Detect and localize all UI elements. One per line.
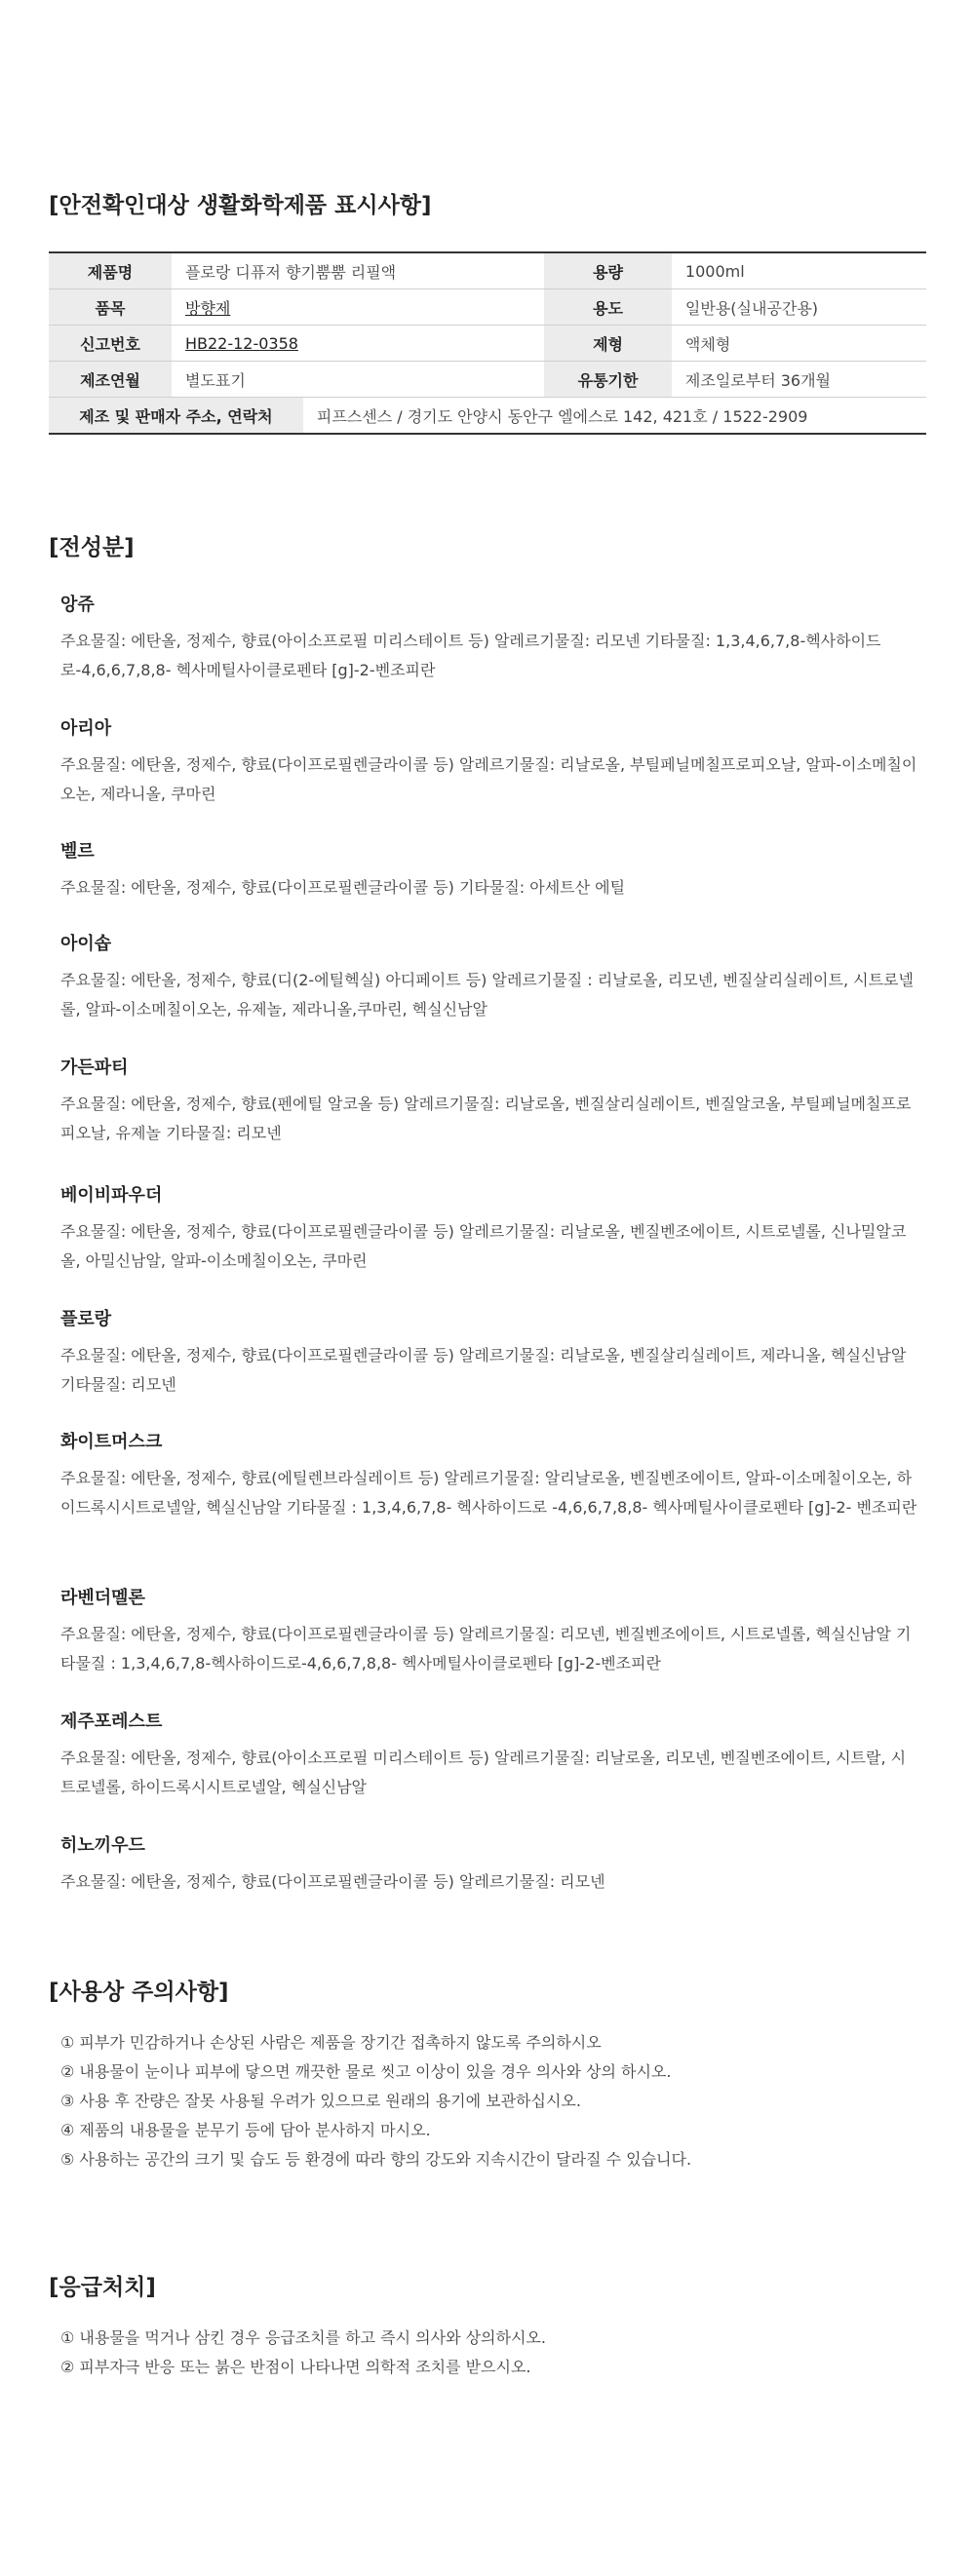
ingredient-name: 베이비파우더: [60, 1185, 163, 1206]
first-aid-title: [응급처치]: [49, 2275, 156, 2300]
ingredient-item: [60, 1587, 918, 1678]
ingredient-item: [60, 1057, 918, 1148]
caution-item: ⑤ 사용하는 공간의 크기 및 습도 등 환경에 따라 향의 강도와 지속시간이 달라질 수 있습니다.: [60, 2150, 692, 2169]
ingredients-title: [전성분]: [49, 535, 135, 560]
spec-value: 제조일로부터 36개월: [684, 370, 832, 390]
spec-label: 신고번호: [49, 326, 172, 361]
ingredient-name: 아이솝: [60, 934, 112, 954]
spec-label: 품목: [49, 289, 172, 325]
spec-label: 제형: [544, 326, 672, 361]
cautions-list: [60, 2028, 918, 2174]
contact-label: 제조 및 판매자 주소, 연락처: [49, 398, 303, 433]
spec-label: 용도: [544, 289, 672, 325]
ingredient-text: 주요물질: 에탄올, 정제수, 향료(다이프로필렌글라이콜 등) 알레르기물질: 리날로올, 벤질살리실레이트, 제라니올, 헥실신남알 기타물질: 리모넨: [60, 1346, 907, 1394]
ingredient-item: [60, 840, 918, 903]
caution-item: ② 내용물이 눈이나 피부에 닿으면 깨끗한 물로 씻고 이상이 있을 경우 의사와 상의 하시오.: [60, 2062, 672, 2081]
ingredient-item: [60, 1431, 918, 1522]
ingredient-text: 주요물질: 에탄올, 정제수, 향료(아이소프로필 미리스테이트 등) 알레르기물질: 리날로올, 리모넨, 벤질벤조에이트, 시트랄, 시트로넬롤, 하이드록시시트로넬알, 헥실신남알: [60, 1749, 907, 1796]
caution-item: ① 피부가 민감하거나 손상된 사람은 제품을 장기간 접촉하지 않도록 주의하시오: [60, 2033, 602, 2052]
spec-value: 1000ml: [684, 261, 745, 281]
spec-value: 별도표기: [184, 370, 246, 390]
ingredient-text: 주요물질: 에탄올, 정제수, 향료(펜에틸 알코올 등) 알레르기물질: 리날로올, 벤질살리실레이트, 벤질알코올, 부틸페닐메칠프로피오날, 유제놀 기타물질: 리모넨: [60, 1095, 912, 1142]
ingredient-item: [60, 717, 918, 809]
ingredient-text: 주요물질: 에탄올, 정제수, 향료(다이프로필렌글라이콜 등) 알레르기물질: 리모넨: [60, 1872, 605, 1891]
ingredient-item: [60, 594, 918, 685]
spec-value: 일반용(실내공간용): [684, 298, 819, 318]
first-aid-item: ② 피부자극 반응 또는 붉은 반점이 나타나면 의학적 조치를 받으시오.: [60, 2358, 531, 2376]
ingredient-name: 가든파티: [60, 1057, 129, 1078]
spec-label: 유통기한: [544, 362, 672, 397]
ingredient-name: 앙쥬: [60, 595, 95, 615]
spec-label: 제조연월: [49, 362, 172, 397]
spec-row: [49, 326, 926, 362]
ingredient-item: [60, 1184, 918, 1276]
spec-label: 제품명: [49, 253, 172, 288]
spec-row: [49, 362, 926, 398]
ingredient-text: 주요물질: 에탄올, 정제수, 향료(아이소프로필 미리스테이트 등) 알레르기물질: 리모넨 기타물질: 1,3,4,6,7,8-헥사하이드로-4,6,6,7,8,8- 헥사메틸사이클로펜타 [g]-2-벤조피란: [60, 632, 881, 679]
spec-row-contact: [49, 398, 926, 433]
ingredient-text: 주요물질: 에탄올, 정제수, 향료(다이프로필렌글라이콜 등) 기타물질: 아세트산 에틸: [60, 878, 626, 897]
spec-label: 용량: [544, 253, 672, 288]
cautions-title: [사용상 주의사항]: [49, 1980, 229, 2005]
ingredient-item: [60, 1711, 918, 1802]
ingredient-name: 제주포레스트: [60, 1711, 163, 1732]
ingredient-text: 주요물질: 에탄올, 정제수, 향료(다이프로필렌글라이콜 등) 알레르기물질: 리날로올, 벤질벤조에이트, 시트로넬롤, 신나밀알코올, 아밀신남알, 알파-이소메칠이오논, 쿠마린: [60, 1222, 907, 1270]
category-link[interactable]: 방향제: [184, 298, 231, 318]
ingredient-name: 화이트머스크: [60, 1432, 163, 1452]
ingredient-text: 주요물질: 에탄올, 정제수, 향료(다이프로필렌글라이콜 등) 알레르기물질: 리모넨, 벤질벤조에이트, 시트로넬롤, 헥실신남알 기타물질 : 1,3,4,6,7,8-헥사하이드로-4,6,6,7,8,8- 헥사메틸사이클로펜타 [g]-2-벤조피란: [60, 1625, 912, 1672]
caution-item: ③ 사용 후 잔량은 잘못 사용될 우려가 있으므로 원래의 용기에 보관하십시오.: [60, 2092, 581, 2110]
spec-row: [49, 289, 926, 326]
spec-value: 액체형: [684, 334, 731, 354]
ingredient-text: 주요물질: 에탄올, 정제수, 향료(다이프로필렌글라이콜 등) 알레르기물질: 리날로올, 부틸페닐메칠프로피오날, 알파-이소메칠이오논, 제라니올, 쿠마린: [60, 755, 917, 803]
spec-value: 플로랑 디퓨저 향기뿜뿜 리필액: [184, 262, 397, 282]
spec-table: [49, 251, 926, 435]
ingredient-item: [60, 933, 918, 1024]
spec-row: [49, 253, 926, 289]
spec-value: [172, 289, 544, 325]
ingredient-name: 플로랑: [60, 1309, 112, 1329]
ingredient-name: 벨르: [60, 841, 95, 862]
ingredient-item: [60, 1308, 918, 1400]
ingredient-name: 라벤더멜론: [60, 1588, 145, 1608]
ingredient-item: [60, 1834, 918, 1897]
first-aid-list: [60, 2324, 918, 2382]
contact-value: 피프스센스 / 경기도 안양시 동안구 엘에스로 142, 421호 / 1522-2909: [316, 406, 808, 426]
spec-value: [172, 326, 544, 361]
ingredient-text: 주요물질: 에탄올, 정제수, 향료(디(2-에틸헥실) 아디페이트 등) 알레르기물질 : 리날로올, 리모넨, 벤질살리실레이트, 시트로넬롤, 알파-이소메칠이오논, 유제놀, 제라니올,쿠마린, 헥실신남알: [60, 971, 914, 1019]
ingredient-text: 주요물질: 에탄올, 정제수, 향료(에틸렌브라실레이트 등) 알레르기물질: 알리날로올, 벤질벤조에이트, 알파-이소메칠이오논, 하이드록시시트로넬알, 헥실신남알 기타물질 : 1,3,4,6,7,8- 헥사하이드로 -4,6,6,7,8,8- 헥사메틸사이클로펜타 [g]-2- 벤조피란: [60, 1469, 917, 1517]
spec-section-title: [안전확인대상 생활화학제품 표시사항]: [49, 193, 432, 218]
first-aid-item: ① 내용물을 먹거나 삼킨 경우 응급조치를 하고 즉시 의사와 상의하시오.: [60, 2328, 546, 2347]
caution-item: ④ 제품의 내용물을 분무기 등에 담아 분사하지 마시오.: [60, 2121, 431, 2139]
ingredient-name: 히노끼우드: [60, 1835, 145, 1856]
ingredient-name: 아리아: [60, 718, 112, 739]
registration-number-link[interactable]: HB22-12-0358: [184, 333, 298, 353]
